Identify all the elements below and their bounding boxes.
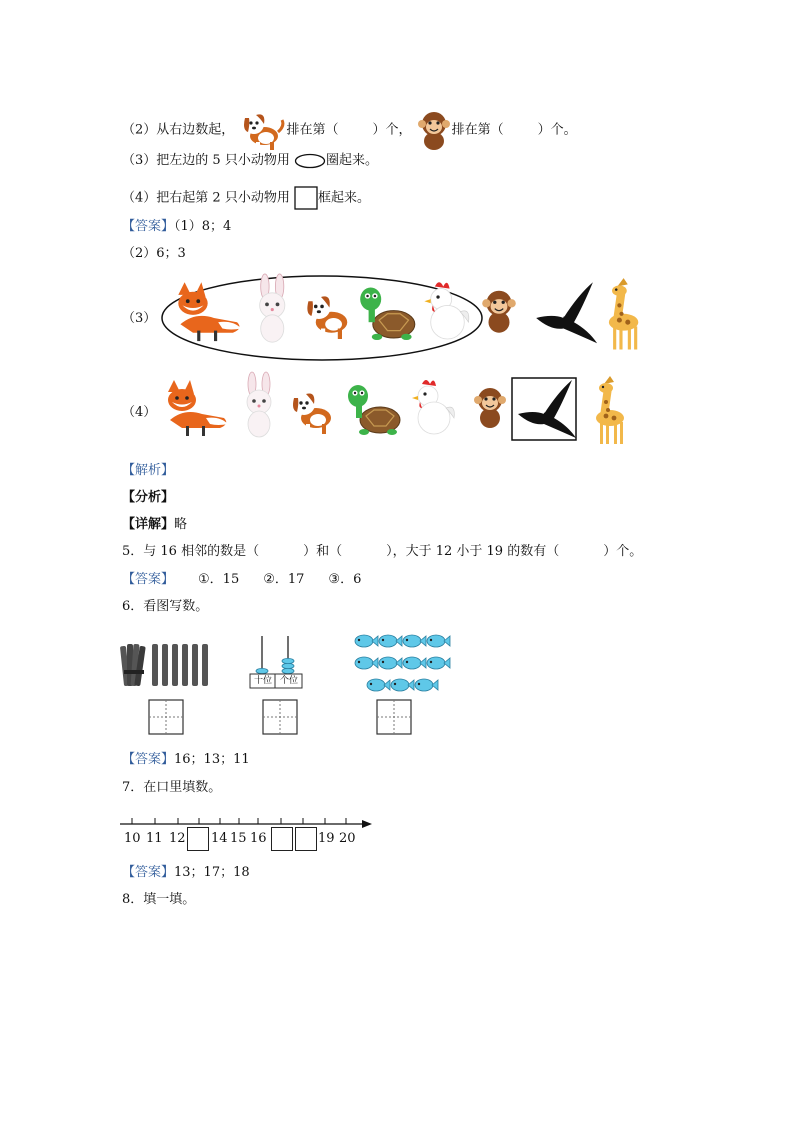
answer-grid-box-3[interactable] — [376, 699, 412, 735]
sticks-figure — [120, 640, 212, 692]
fish-icon — [355, 657, 378, 669]
number-line — [118, 816, 378, 832]
arrow-right-icon — [362, 820, 372, 828]
abacus-bead-icon — [282, 668, 294, 673]
q7-title: 7．在口里填数。 — [122, 780, 222, 795]
abacus-bead-icon — [256, 668, 268, 673]
fish-icon — [379, 657, 402, 669]
square-shape-icon — [294, 186, 318, 210]
fish-icon — [415, 679, 438, 691]
fenxi-tag: 【分析】 — [122, 490, 175, 505]
tick-label: 19 — [318, 831, 335, 846]
q5-answer: 【答案】 ①．15 ②．17 ③．6 — [122, 572, 362, 587]
fish-icon — [379, 635, 402, 647]
q4-part4: （4）把右起第 2 只小动物用 框起来。 — [122, 186, 370, 210]
q4-part3: （3）把左边的 5 只小动物用 圈起来。 — [122, 153, 378, 168]
fox-icon — [178, 282, 241, 341]
answer-grid-box-2[interactable] — [262, 699, 298, 735]
abacus-bead-icon — [282, 658, 294, 663]
tick-label: 14 — [211, 831, 228, 846]
q4-answer-4-figure — [160, 366, 640, 452]
swallow-icon — [518, 380, 576, 438]
detail-line: 【详解】略 — [122, 517, 188, 532]
q6-answer: 【答案】16；13；11 — [122, 752, 250, 767]
abacus-bead-icon — [282, 663, 294, 668]
rabbit-icon — [260, 274, 285, 342]
fish-icon — [403, 657, 426, 669]
rabbit-icon — [247, 372, 271, 437]
blank-box-17[interactable] — [271, 827, 293, 851]
dog-icon — [307, 296, 347, 339]
tick-label: 11 — [146, 831, 163, 846]
tick-label: 12 — [169, 831, 186, 846]
monkey-icon — [482, 291, 516, 333]
fish-icon — [355, 635, 378, 647]
swallow-icon — [536, 282, 597, 343]
monkey-icon — [416, 109, 452, 151]
answer-grid-box-1[interactable] — [148, 699, 184, 735]
abacus-figure — [248, 634, 304, 692]
fish-icon — [367, 679, 390, 691]
rooster-icon — [424, 282, 468, 339]
stick-bundle-icon — [120, 644, 146, 686]
turtle-icon — [360, 288, 415, 341]
tick-label: 15 — [230, 831, 247, 846]
answer-tag: 【答案】 — [122, 219, 175, 234]
fox-icon — [168, 380, 228, 436]
q4-answer-3-figure — [160, 272, 640, 364]
rooster-icon — [412, 380, 454, 434]
dog-icon — [238, 108, 286, 152]
q4-answer-3-label: （3） — [122, 311, 157, 326]
monkey-icon — [474, 388, 506, 428]
tick-label: 20 — [339, 831, 356, 846]
q7-answer: 【答案】13；17；18 — [122, 865, 250, 880]
q5-text: 5．与 16 相邻的数是（ ）和（ ），大于 12 小于 19 的数有（ ）个。 — [122, 544, 643, 559]
abacus-tens-label: 十位 — [253, 676, 272, 686]
oval-shape-icon — [294, 153, 326, 169]
giraffe-icon — [609, 278, 638, 349]
dog-icon — [293, 393, 331, 434]
q8-title: 8．填一填。 — [122, 892, 196, 907]
tick-label: 10 — [124, 831, 141, 846]
q4-part2: （2）从右边数起， 排在第（ ）个， 排在第（ ）个。 — [122, 108, 577, 152]
tick-label: 16 — [250, 831, 267, 846]
fish-icon — [427, 635, 450, 647]
blank-box-18[interactable] — [295, 827, 317, 851]
giraffe-icon — [596, 376, 624, 444]
abacus-ones-label: 个位 — [279, 676, 298, 686]
turtle-icon — [348, 385, 400, 435]
q4-answer-4-label: （4） — [122, 405, 157, 420]
q4-answer-1: 【答案】（1）8；4 — [122, 219, 232, 234]
fish-icon — [427, 657, 450, 669]
q4-answer-2: （2）6；3 — [122, 246, 186, 261]
q6-title: 6．看图写数。 — [122, 599, 209, 614]
single-sticks-icon — [152, 644, 208, 686]
fish-icon — [391, 679, 414, 691]
blank-box-13[interactable] — [187, 827, 209, 851]
analysis-tag: 【解析】 — [122, 463, 175, 478]
fish-figure — [350, 630, 454, 696]
fish-icon — [403, 635, 426, 647]
